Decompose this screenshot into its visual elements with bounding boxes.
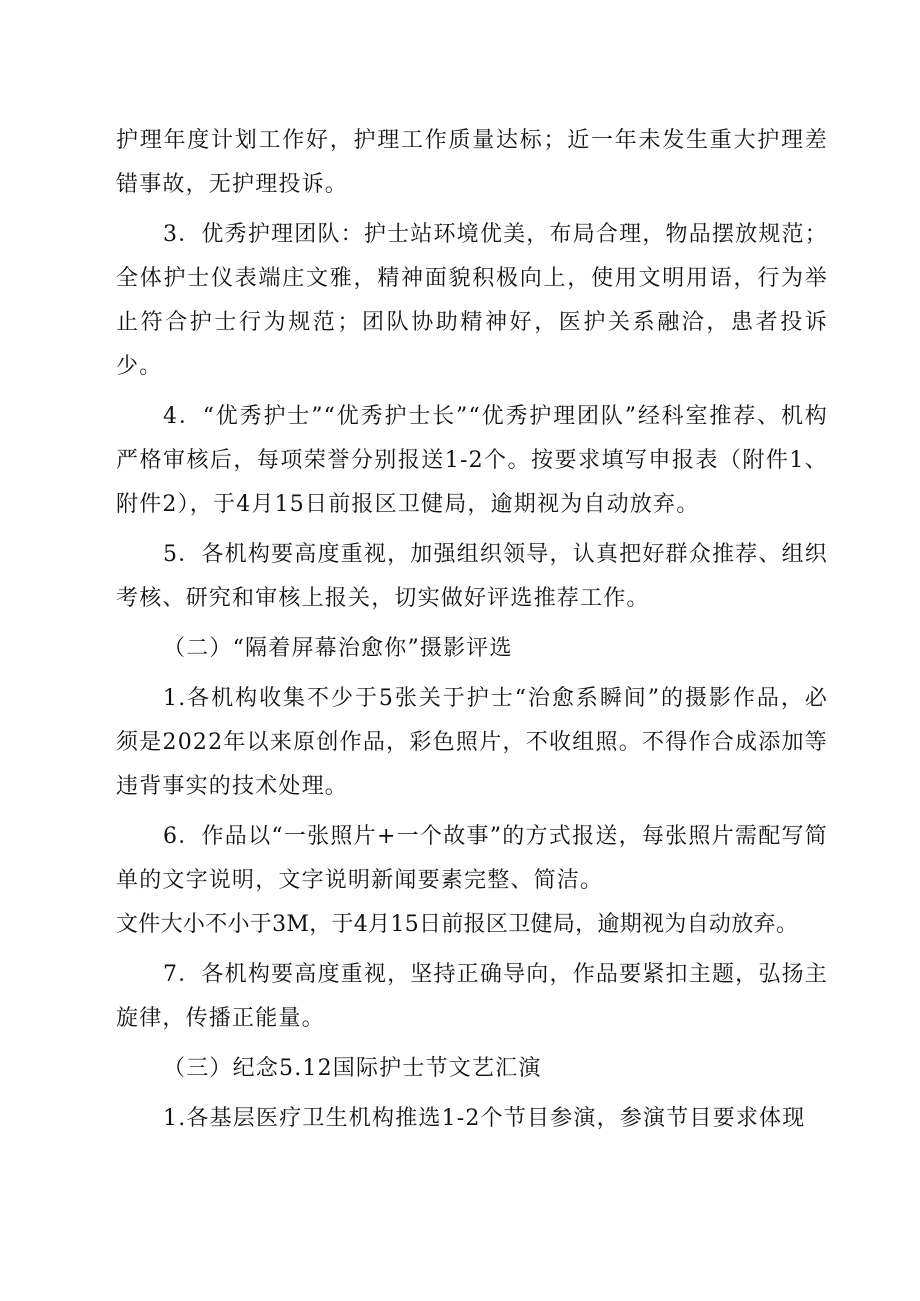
section-heading-2: （二）“隔着屏幕治愈你”摄影评选 (163, 636, 513, 661)
paragraph-performance-1: 1.各基层医疗卫生机构推选1-2个节目参演，参演节目要求体现 (163, 1106, 806, 1131)
paragraph-item-6: 6．作品以“一张照片+一个故事”的方式报送，每张照片需配写简单的文字说明，文字说明新闻要素完整、简洁。 (116, 824, 828, 893)
paragraph-continuation: 护理年度计划工作好，护理工作质量达标；近一年未发生重大护理差错事故，无护理投诉。 (116, 128, 828, 197)
paragraph-item-3: 3．优秀护理团队：护士站环境优美，布局合理，物品摆放规范；全体护士仪表端庄文雅，精神面貌积极向上，使用文明用语，行为举止符合护士行为规范；团队协助精神好，医护关系融洽，患者投诉少。 (116, 222, 828, 379)
paragraph-item-7: 7．各机构要高度重视，坚持正确导向，作品要紧扣主题，弘扬主旋律，传播正能量。 (116, 962, 828, 1031)
paragraph-item-5: 5．各机构要高度重视，加强组织领导，认真把好群众推荐、组织考核、研究和审核上报关，切实做好评选推荐工作。 (116, 542, 828, 611)
document-body (116, 119, 828, 1141)
paragraph-file-size: 文件大小不小于3M，于4月15日前报区卫健局，逾期视为自动放弃。 (116, 912, 799, 937)
paragraph-item-4: 4．“优秀护士”“优秀护士长”“优秀护理团队”经科室推荐、机构严格审核后，每项荣誉分别报送1-2个。按要求填写申报表（附件1、附件2），于4月15日前报区卫健局，逾期视为自动放弃。 (116, 404, 828, 517)
paragraph-photo-1: 1.各机构收集不少于5张关于护士“治愈系瞬间”的摄影作品，必须是2022年以来原创作品，彩色照片，不收组照。不得作合成添加等违背事实的技术处理。 (116, 686, 828, 799)
section-heading-3: （三）纪念5.12国际护士节文艺汇演 (163, 1056, 542, 1081)
